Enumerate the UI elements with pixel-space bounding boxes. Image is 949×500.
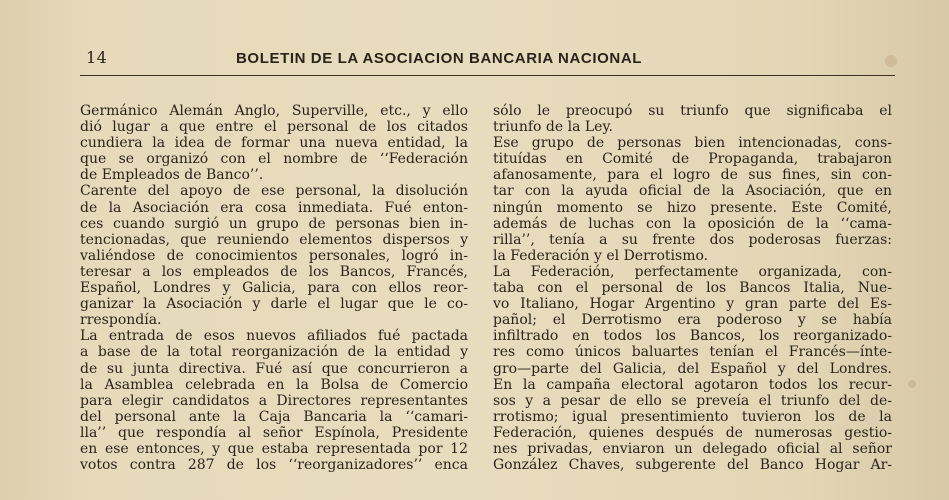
text-line: cundiera la idea de formar una nueva entidad, la [80,135,468,152]
text-line: de la Asociación era cosa inmediata. Fué enton- [80,199,468,216]
right-text-column [493,103,892,473]
text-line: para elegir candidatos a Directores representantes [80,392,468,409]
text-line: tar con la ayuda oficial de la Asociación, que en [493,183,892,200]
text-line: La Federación, perfectamente organizada, con- [493,263,892,280]
text-line: tituídas en Comité de Propaganda, trabajaron [493,151,892,168]
text-line: infiltrado en todos los Bancos, los reorganizado- [493,328,892,345]
text-line: la Asamblea celebrada en la Bolsa de Comercio [80,376,468,393]
running-header [80,48,890,70]
paper-stain [908,380,916,388]
text-line: rrespondía. [80,312,162,329]
text-line: a base de la total reorganización de la entidad y [80,344,468,361]
text-line: nes privadas, enviaron un delegado oficial al señor [493,440,892,457]
text-line: teresar a los empleados de los Bancos, Francés, [80,263,468,280]
text-line: González Chaves, subgerente del Banco Hogar Ar- [493,457,892,474]
text-line: en ese entonces, y que estaba representada por 12 [80,440,468,457]
text-line: del personal ante la Caja Bancaria la ‘‘camari- [80,408,468,425]
running-title: BOLETIN DE LA ASOCIACION BANCARIA NACIONAL [236,50,643,67]
text-line: Federación, quienes después de numerosas gestio- [493,424,892,441]
text-line: Germánico Alemán Anglo, Superville, etc., y ello [80,103,468,119]
text-line: ganizar la Asociación y darle el lugar que le co- [80,296,468,313]
text-line: pañol; el Derrotismo era poderoso y se había [493,312,892,329]
text-line: valiéndose de conocimientos personales, logró in- [80,247,468,264]
text-line: sos y a pesar de ello se preveía el triunfo del de- [493,392,892,409]
text-line: res como únicos baluartes tenían el Francés—ínte- [493,344,892,361]
text-line: votos contra 287 de los ‘‘reorganizadores’’ enca [80,457,468,474]
text-line: rrotismo; igual presentimiento tuvieron los de la [493,408,892,425]
text-line: afanosamente, para el logro de sus fines, sin con- [493,167,892,184]
header-rule [80,75,895,76]
text-line: de Empleados de Banco’’. [80,167,264,184]
text-line: taba con el personal de los Bancos Italia, Nue- [493,280,892,297]
text-line: sólo le preocupó su triunfo que significaba el [493,103,892,119]
text-line: gro—parte del Galicia, del Español y del Londres. [493,360,892,377]
text-line: Español, Londres y Galicia, para con ellos reor- [80,280,468,297]
text-line: ces cuando surgió un grupo de personas bien in- [80,215,468,232]
text-line: Carente del apoyo de ese personal, la disolución [80,183,468,200]
text-line: La entrada de esos nuevos afiliados fué pactada [80,328,468,345]
text-line: que se organizó con el nombre de ‘‘Federación [80,151,468,168]
text-line: Ese grupo de personas bien intencionadas, cons- [493,135,892,152]
text-line: tencionadas, que reuniendo elementos dispersos y [80,231,468,248]
text-line: además de luchas con la oposición de la ‘‘cama- [493,215,892,232]
text-line: de su junta directiva. Fué así que concurrieron a [80,360,468,377]
text-line: rilla’’, tenía a su frente dos poderosas fuerzas: [493,231,892,248]
text-line: vo Italiano, Hogar Argentino y gran parte del Es- [493,296,892,313]
text-line: la Federación y el Derrotismo. [493,247,709,264]
text-line: triunfo de la Ley. [493,119,613,136]
text-line: En la campaña electoral agotaron todos los recur- [493,376,892,393]
text-line: ningún momento se hizo presente. Este Comité, [493,199,892,216]
left-text-column [80,103,468,473]
page-number: 14 [86,48,108,67]
text-line: lla’’ que respondía al señor Espínola, Presidente [80,424,468,441]
text-line: dió lugar a que entre el personal de los citados [80,119,468,136]
